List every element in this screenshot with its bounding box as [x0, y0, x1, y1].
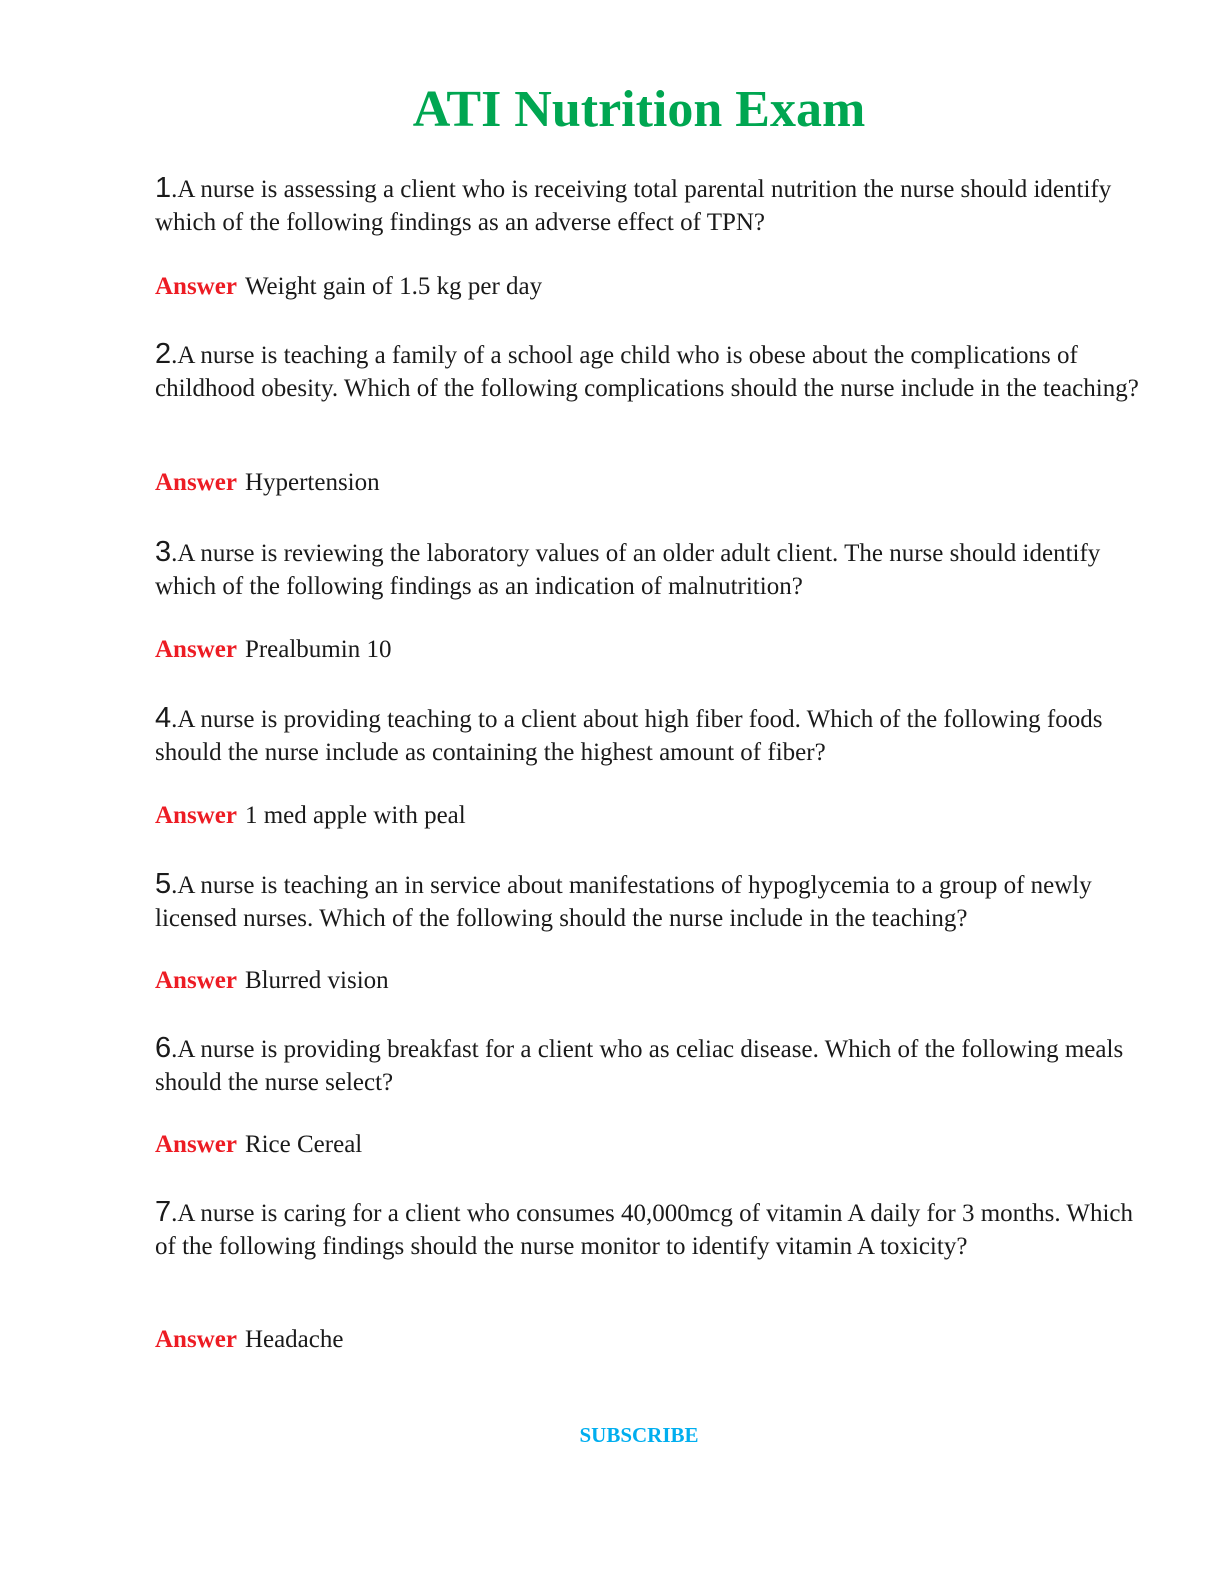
question-block-7 — [155, 1196, 1145, 1353]
question-body: .A nurse is teaching an in service about manifestations of hypoglycemia to a group of newly licensed nurses. Which of the following should the nurse include in the teaching? — [155, 872, 1092, 932]
question-number: 7 — [155, 1196, 172, 1228]
question-text — [155, 1196, 1145, 1263]
question-body: .A nurse is reviewing the laboratory values of an older adult client. The nurse should identify which of the following findings as an indication of malnutrition? — [155, 540, 1101, 600]
answer-text: Blurred vision — [244, 967, 389, 994]
answer-label: Answer — [155, 967, 237, 994]
question-body: .A nurse is teaching a family of a school age child who is obese about the complications of childhood obesity. Which of the following complications should the nurse include in the teaching? — [155, 342, 1139, 402]
answer-text: 1 med apple with peal — [244, 802, 466, 829]
question-block-2 — [155, 338, 1145, 496]
question-block-5 — [155, 868, 1145, 994]
question-block-3 — [155, 536, 1145, 663]
question-text — [155, 1032, 1145, 1099]
question-body: .A nurse is assessing a client who is receiving total parental nutrition the nurse should identify which of the following findings as an adverse effect of TPN? — [155, 176, 1112, 236]
question-number: 6 — [155, 1032, 172, 1064]
answer-label: Answer — [155, 1131, 237, 1158]
question-number: 3 — [155, 536, 172, 568]
question-text — [155, 172, 1145, 239]
answer-line — [155, 1128, 362, 1161]
subscribe-link[interactable]: SUBSCRIBE — [579, 1423, 699, 1447]
question-number: 4 — [155, 702, 172, 734]
answer-line — [155, 270, 542, 303]
question-body: .A nurse is providing teaching to a client about high fiber food. Which of the following foods should the nurse include as containing the highest amount of fiber? — [155, 706, 1103, 766]
question-text — [155, 338, 1145, 405]
answer-label: Answer — [155, 636, 237, 663]
answer-line — [155, 1323, 343, 1356]
answer-text: Prealbumin 10 — [244, 636, 392, 663]
answer-line — [155, 964, 389, 997]
answer-line — [155, 466, 380, 499]
answer-text: Weight gain of 1.5 kg per day — [244, 273, 543, 300]
answer-label: Answer — [155, 469, 237, 496]
question-number: 5 — [155, 868, 172, 900]
answer-label: Answer — [155, 802, 237, 829]
question-block-4 — [155, 702, 1145, 829]
question-body: .A nurse is caring for a client who consumes 40,000mcg of vitamin A daily for 3 months. Which of the following findings should the nurse monitor to identify vitamin A toxicity? — [155, 1200, 1134, 1260]
question-body: .A nurse is providing breakfast for a client who as celiac disease. Which of the following meals should the nurse select? — [155, 1036, 1124, 1096]
question-text — [155, 536, 1145, 603]
question-block-6 — [155, 1032, 1145, 1158]
answer-text: Hypertension — [244, 469, 380, 496]
page-title: ATI Nutrition Exam — [412, 81, 866, 138]
answer-text: Rice Cereal — [244, 1131, 363, 1158]
answer-label: Answer — [155, 273, 237, 300]
answer-line — [155, 633, 391, 666]
question-number: 2 — [155, 338, 172, 370]
question-text — [155, 868, 1145, 935]
question-number: 1 — [155, 172, 172, 204]
answer-line — [155, 799, 466, 832]
answer-text: Headache — [244, 1326, 344, 1353]
question-text — [155, 702, 1145, 769]
question-block-1 — [155, 172, 1145, 300]
answer-label: Answer — [155, 1326, 237, 1353]
